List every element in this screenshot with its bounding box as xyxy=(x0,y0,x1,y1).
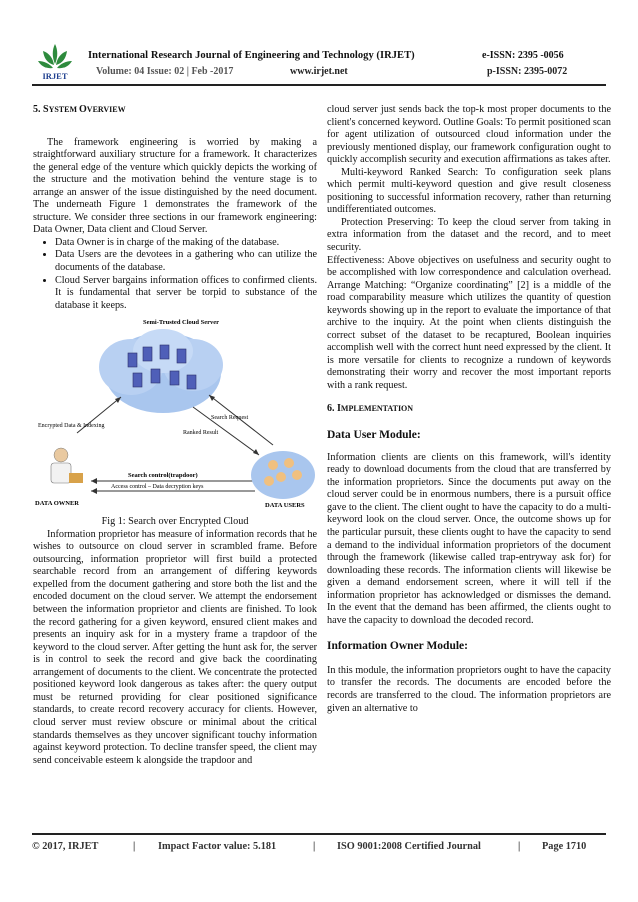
protection-paragraph: Protection Preserving: To keep the cloud server from taking in extra information from the dataset and the record, and to meet security. xyxy=(327,216,611,254)
pissn: p-ISSN: 2395-0072 xyxy=(487,66,568,77)
owner-module-heading: Information Owner Module: xyxy=(327,640,468,653)
journal-title: International Research Journal of Engineering and Technology (IRJET) xyxy=(88,50,415,61)
data-users-label: DATA USERS xyxy=(265,502,305,510)
footer-rule xyxy=(32,833,606,835)
data-user-paragraph: Information clients are clients on this framework, will's identity ready to download documents from the cloud that are transferred by the information proprietors. Since the documents put away on the cloud server could be in enormous numbers, there is a pursuit office gave to the client. The client ought to have the capacity to do a multi-keyword look on the cloud server. Once, the outcome shows up for the particular pursuit, these clients ought to have the capacity to send a demand to the individual information proprietors of the document through the framework (likewise called trap-entryway ask for) for downloading these records. The information clients will likewise be given a demand endorsement screen, where it will tell if the information proprietor has acknowledged or dismisses the demand. In the event that the demand has been affirmed, the clients ought to have the capacity to download the decoded record. xyxy=(327,451,611,626)
list-item: • Data Owner is in charge of the making of the database. xyxy=(55,237,317,250)
goals-paragraph: cloud server just sends back the top-k most proper documents to the client's concerned keyword. Outline Goals: To permit positioned scan for agent utilization of outsourced cloud information under the previously mentioned display, our framework configuration ought to quickly accomplish security and execution affirmations as takes after. xyxy=(327,104,611,166)
header-rule xyxy=(32,84,606,86)
irjet-logo-icon xyxy=(34,40,76,82)
section-5-heading: 5. SYSTEM OVERVIEW xyxy=(33,104,126,115)
page-header xyxy=(0,0,638,90)
footer-separator: | xyxy=(313,841,316,852)
data-user-module-heading: Data User Module: xyxy=(327,429,421,442)
component-list xyxy=(33,237,317,312)
effectiveness-paragraph: Effectiveness: Above objectives on usefulness and security ought to be accomplished with low correspondence and calculation overhead. Arrange Matching: “Organize coordinating” [2] is a middle of the road comparability measure which utilizes the quantity of question keywords showing up in the report to evaluate the importance of that archive to the inquiry. At the point when clients distinguish the correct subset of the dataset to be recaptured, Boolean inquiries accomplish well with the correct hunt need expressed by the client. It is more versatile for clients to recognize a rundown of keywords demonstrating their worry and recover the most important reports with a rank request. xyxy=(327,254,611,392)
figure-1-diagram xyxy=(33,315,317,511)
search-request-label: Search Request xyxy=(211,415,249,422)
website-link[interactable]: www.irjet.net xyxy=(290,66,348,77)
data-owner-icon xyxy=(51,448,83,483)
iso-certification: ISO 9001:2008 Certified Journal xyxy=(337,841,481,852)
search-control-label: Search control(trapdoor) xyxy=(128,472,198,480)
impact-factor: Impact Factor value: 5.181 xyxy=(158,841,277,852)
access-control-label: Access control – Data decryption keys xyxy=(111,484,204,491)
encrypted-label: Encrypted Data & Indexing xyxy=(38,423,105,430)
cloud-label: Semi-Trusted Cloud Server xyxy=(143,319,220,327)
data-owner-label: DATA OWNER xyxy=(35,500,79,508)
owner-process-paragraph: Information proprietor has measure of information records that he wishes to outsource on cloud server in scrambled frame. Before outsourcing, information proprietor will first build a protected searchable record from an arrangement of differing keywords expelled from the document gathering and store both the list and the encoded document on the cloud server. We attempt the endorsement between the information proprietor and clients are finished. To look the record gathering for a given keyword, ensured client makes and presents an inquiry ask for in a mystery frame a trapdoor of the keyword to the cloud server. After getting the hunt ask for, the server is in control to seek the record and give back the coordinating arrangement of documents to the client. We concentrate the protected positioned keyword look dangerous as takes after: the query output must be returned providing for clear positioned significance standards, to create record recovery accuracy for clients. However, cloud server must review obscure or minimal about the critical standards themselves as they uncover significant touchy information against keyword protection. To decline transfer speed, the client may send conceivable esteem k alongside the trapdoor and xyxy=(33,528,317,766)
section-6-heading: 6. IMPLEMENTATION xyxy=(327,402,414,414)
figure-caption: Fig 1: Search over Encrypted Cloud xyxy=(101,516,249,528)
list-item: • Cloud Server bargains information offices to confirmed clients. It is fundamental that server be torpid to substance of the database it keeps. xyxy=(55,275,317,313)
svg-text:IRJET: IRJET xyxy=(42,71,68,81)
ranked-result-label: Ranked Result xyxy=(183,430,219,437)
right-column xyxy=(327,104,611,715)
multi-keyword-paragraph: Multi-keyword Ranked Search: To configuration seek plans which permit multi-keyword question and give result closeness positioning to successful information recovery, rather than returning undifferentiated outcomes. xyxy=(327,166,611,216)
copyright: © 2017, IRJET xyxy=(32,841,99,852)
page-number: Page 1710 xyxy=(542,841,587,852)
overview-paragraph: The framework engineering is worried by making a straightforward auxiliary structure for a framework. It characterizes the general edge of the venture which quickly depicts the working of the structure and the motivation behind the venture stage is to arrange an answer of the issue distinguished by the need document. The underneath Figure 1 demonstrates the framework of the structure. We consider three sections in our framework engineering: Data Owner, Data client and Cloud Server. xyxy=(33,136,317,236)
left-column xyxy=(33,104,317,767)
data-users-icon xyxy=(251,451,315,499)
volume-issue: Volume: 04 Issue: 02 | Feb -2017 xyxy=(96,66,234,77)
eissn: e-ISSN: 2395 -0056 xyxy=(482,50,564,61)
footer-separator: | xyxy=(133,841,136,852)
list-item: • Data Users are the devotees in a gathering who can utilize the documents of the database. xyxy=(55,249,317,274)
footer-separator: | xyxy=(518,841,521,852)
owner-module-paragraph: In this module, the information proprietors ought to have the capacity to transfer the records. The documents are encoded before the records are transferred to the cloud. The information proprietors are given an alternative to xyxy=(327,664,611,714)
